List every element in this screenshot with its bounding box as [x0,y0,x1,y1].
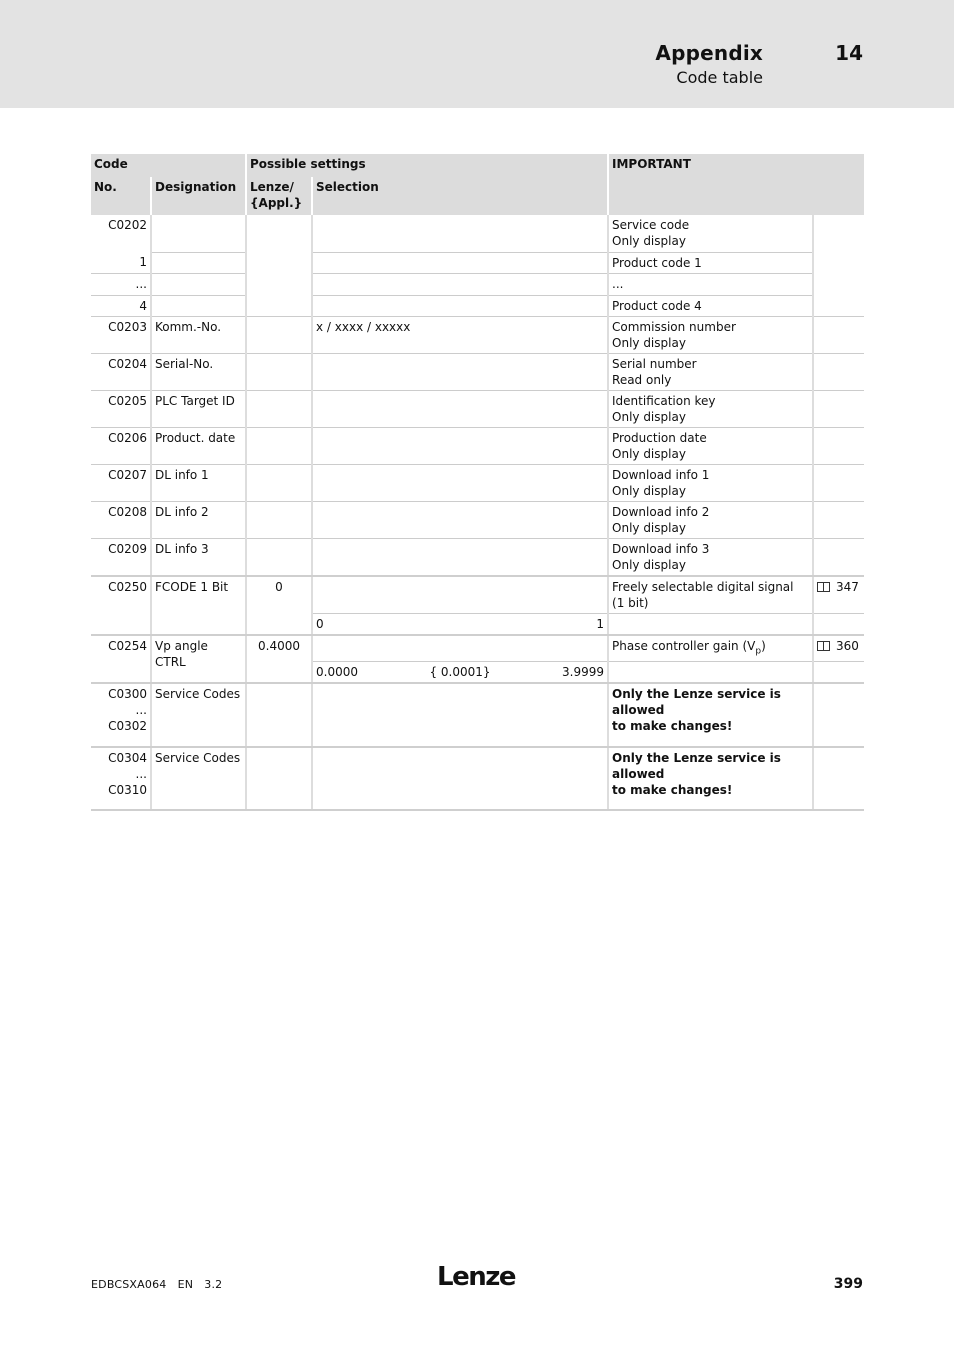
header-code: Code [91,154,246,177]
table-row: 0 1 [91,613,864,635]
table-row: 1 Product code 1 [91,252,864,273]
book-icon [817,582,830,592]
table-row: C0203 Komm.-No. x / xxxx / xxxxx Commission number Only display [91,316,864,353]
page-title: Appendix [655,41,763,65]
page-subtitle: Code table [676,68,763,87]
header-possible-settings: Possible settings [246,154,608,177]
page-reference[interactable]: 360 [813,635,864,662]
table-row: 0.0000 { 0.0001} 3.9999 [91,661,864,683]
table-row: C0205 PLC Target ID Identification key Only display [91,390,864,427]
page-reference[interactable]: 347 [813,576,864,614]
book-icon [817,641,830,651]
chapter-number: 14 [835,41,863,65]
page-number: 399 [833,1276,863,1292]
table-row: ... ... [91,273,864,295]
table-row: C0206 Product. date Production date Only display [91,427,864,464]
header-selection: Selection [312,177,608,215]
table-row: C0204 Serial-No. Serial number Read only [91,353,864,390]
header-important: IMPORTANT [608,154,864,215]
table-row: C0208 DL info 2 Download info 2 Only display [91,501,864,538]
table-row: C0304 ... C0310 Service Codes Only the Lenze service is allowed to make changes! [91,747,864,810]
header-no: No. [91,177,151,215]
table-row: C0254 Vp angle CTRL 0.4000 Phase controller gain $(V_p)$ 360 [91,635,864,662]
document-id: EDBCSXA064 EN 3.2 [91,1278,223,1291]
table-row: 4 Product code 4 [91,295,864,316]
table-header-row [91,154,864,177]
code-table [91,154,864,811]
table-row: C0202 Service code Only display [91,215,864,252]
table-row: C0300 ... C0302 Service Codes Only the Lenze service is allowed to make changes! [91,683,864,747]
table-row: C0250 FCODE 1 Bit 0 Freely selectable digital signal (1 bit) 347 [91,576,864,614]
table-row: C0207 DL info 1 Download info 1 Only display [91,464,864,501]
header-lenze: Lenze/ {Appl.} [246,177,312,215]
table-row: C0209 DL info 3 Download info 3 Only display [91,538,864,576]
lenze-logo: Lenze [437,1262,515,1292]
header-designation: Designation [151,177,246,215]
